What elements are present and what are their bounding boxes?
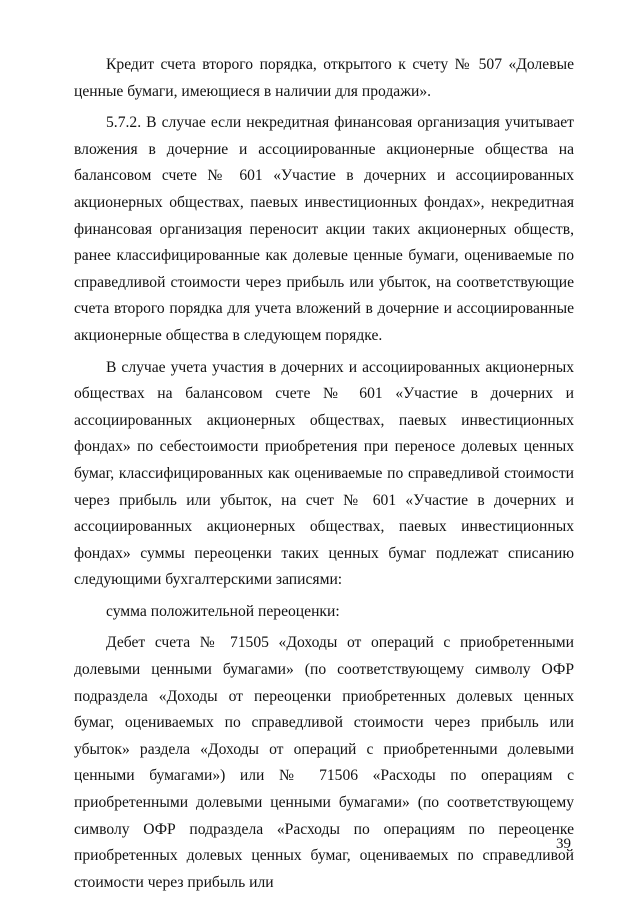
document-body — [74, 52, 574, 901]
paragraph-positive-revaluation: сумма положительной переоценки: — [106, 602, 340, 620]
paragraph-account-601-cost: В случае учета участия в дочерних и ассоциированных акционерных обществах на балансовом счете № 601 «Участие в дочерних и ассоциированных акционерных обществах, паевых инвестиционных фондах» по себестоимости приобретения при переносе долевых ценных бумаг, классифицированных как оцениваемые по справедливой стоимости через прибыль или убыток, на счет № 601 «Участие в дочерних и ассоциированных акционерных обществах, паевых инвестиционных фондах» суммы переоценки таких ценных бумаг подлежат списанию следующими бухгалтерскими записями: — [74, 358, 574, 589]
page-number: 39 — [556, 836, 571, 852]
paragraph-debit-account-71505: Дебет счета № 71505 «Доходы от операций с приобретенными долевыми ценными бумагами» (по соответствующему символу ОФР подраздела «Доходы от переоценки приобретенных долевых ценных бумаг, оцениваемых по справедливой стоимости через прибыль или убыток» раздела «Доходы от операций с приобретенными долевыми ценными бумагами») или № 71506 «Расходы по операциям с приобретенными долевыми ценными бумагами» (по соответствующему символу ОФР подраздела «Расходы по операциям по переоценке приобретенных долевых ценных бумаг, оцениваемых по справедливой стоимости через прибыль или — [74, 634, 574, 891]
paragraph-credit-account-507: Кредит счета второго порядка, открытого к счету № 507 «Долевые ценные бумаги, имеющиеся в наличии для продажи». — [74, 56, 574, 100]
paragraph-5-7-2: 5.7.2. В случае если некредитная финансовая организация учитывает вложения в дочерние и ассоциированные акционерные общества на балансовом счете № 601 «Участие в дочерних и ассоциированных акционерных обществах, паевых инвестиционных фондах», некредитная финансовая организация переносит акции таких акционерных обществ, ранее классифицированные как долевые ценные бумаги, оцениваемые по справедливой стоимости через прибыль или убыток, на соответствующие счета второго порядка для учета вложений в дочерние и ассоциированные акционерные общества в следующем порядке. — [74, 114, 574, 344]
